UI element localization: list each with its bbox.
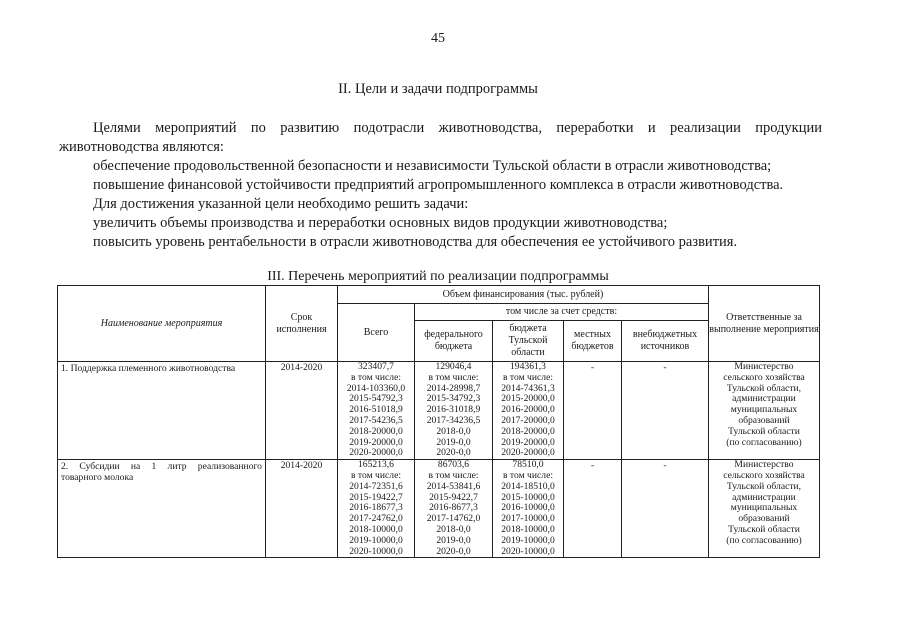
header-including: том числе за счет средств:: [415, 304, 709, 321]
table-row: [58, 362, 820, 460]
goal-1: обеспечение продовольственной безопасности и независимости Тульской области в отрасли животноводства;: [93, 158, 772, 174]
row-2-extrabudget: -: [622, 460, 709, 558]
header-extrabudget: внебюджетных источников: [622, 321, 709, 362]
table-row: [58, 460, 820, 558]
header-local: местных бюджетов: [564, 321, 622, 362]
task-1: увеличить объемы производства и переработки основных видов продукции животноводства;: [93, 215, 668, 231]
row-2-local: -: [564, 460, 622, 558]
goal-2: повышение финансовой устойчивости предприятий агропромышленного комплекса в отрасли животноводства.: [93, 177, 784, 193]
row-2-total: 165213,6 в том числе: 2014-72351,6 2015-19422,7 2016-18677,3 2017-24762,0 2018-10000,0 2019-10000,0 2020-10000,0: [338, 460, 415, 558]
row-2-federal: 86703,6 в том числе: 2014-53841,6 2015-9422,7 2016-8677,3 2017-14762,0 2018-0,0 2019-0,0 2020-0,0: [415, 460, 493, 558]
header-federal: федерального бюджета: [415, 321, 493, 362]
measures-table: [57, 285, 820, 558]
row-1-total: 323407,7 в том числе: 2014-103360,0 2015-54792,3 2016-51018,9 2017-54236,5 2018-20000,0 2019-20000,0 2020-20000,0: [338, 362, 415, 460]
section-title: II. Цели и задачи подпрограммы: [338, 81, 538, 97]
row-2-responsible: Министерство сельского хозяйства Тульской области, администрации муниципальных образований Тульской области (по согласованию): [709, 460, 820, 558]
header-responsible: Ответственные за выполнение мероприятия: [709, 286, 820, 362]
header-total: Всего: [338, 304, 415, 362]
row-1-responsible: Министерство сельского хозяйства Тульской области, администрации муниципальных образований Тульской области (по согласованию): [709, 362, 820, 460]
row-1-local: -: [564, 362, 622, 460]
row-2-regional: 78510,0 в том числе: 2014-18510,0 2015-10000,0 2016-10000,0 2017-10000,0 2018-10000,0 2019-10000,0 2020-10000,0: [493, 460, 564, 558]
row-1-term: 2014-2020: [266, 362, 338, 460]
page-number: 45: [431, 31, 445, 46]
header-name: Наименование мероприятия: [58, 286, 266, 362]
intro-line-2: животноводства являются:: [59, 139, 224, 155]
row-2-term: 2014-2020: [266, 460, 338, 558]
row-1-extrabudget: -: [622, 362, 709, 460]
header-regional: бюджета Тульской области: [493, 321, 564, 362]
table-caption: III. Перечень мероприятий по реализации подпрограммы: [267, 269, 609, 284]
tasks-intro: Для достижения указанной цели необходимо решить задачи:: [93, 196, 469, 212]
row-1-regional: 194361,3 в том числе: 2014-74361,3 2015-20000,0 2016-20000,0 2017-20000,0 2018-20000,0 2019-20000,0 2020-20000,0: [493, 362, 564, 460]
header-funding: Объем финансирования (тыс. рублей): [338, 286, 709, 304]
row-1-name: 1. Поддержка племенного животноводства: [58, 362, 266, 460]
header-term: Срок исполнения: [266, 286, 338, 362]
task-2: повысить уровень рентабельности в отрасли животноводства для обеспечения ее устойчивого развития.: [93, 234, 738, 250]
intro-line-1: Целями мероприятий по развитию подотрасли животноводства, переработки и реализации продукции: [93, 120, 822, 136]
row-2-name: 2. Субсидии на 1 литр реализованного товарного молока: [58, 460, 266, 558]
row-1-federal: 129046,4 в том числе: 2014-28998,7 2015-34792,3 2016-31018,9 2017-34236,5 2018-0,0 2019-0,0 2020-0,0: [415, 362, 493, 460]
